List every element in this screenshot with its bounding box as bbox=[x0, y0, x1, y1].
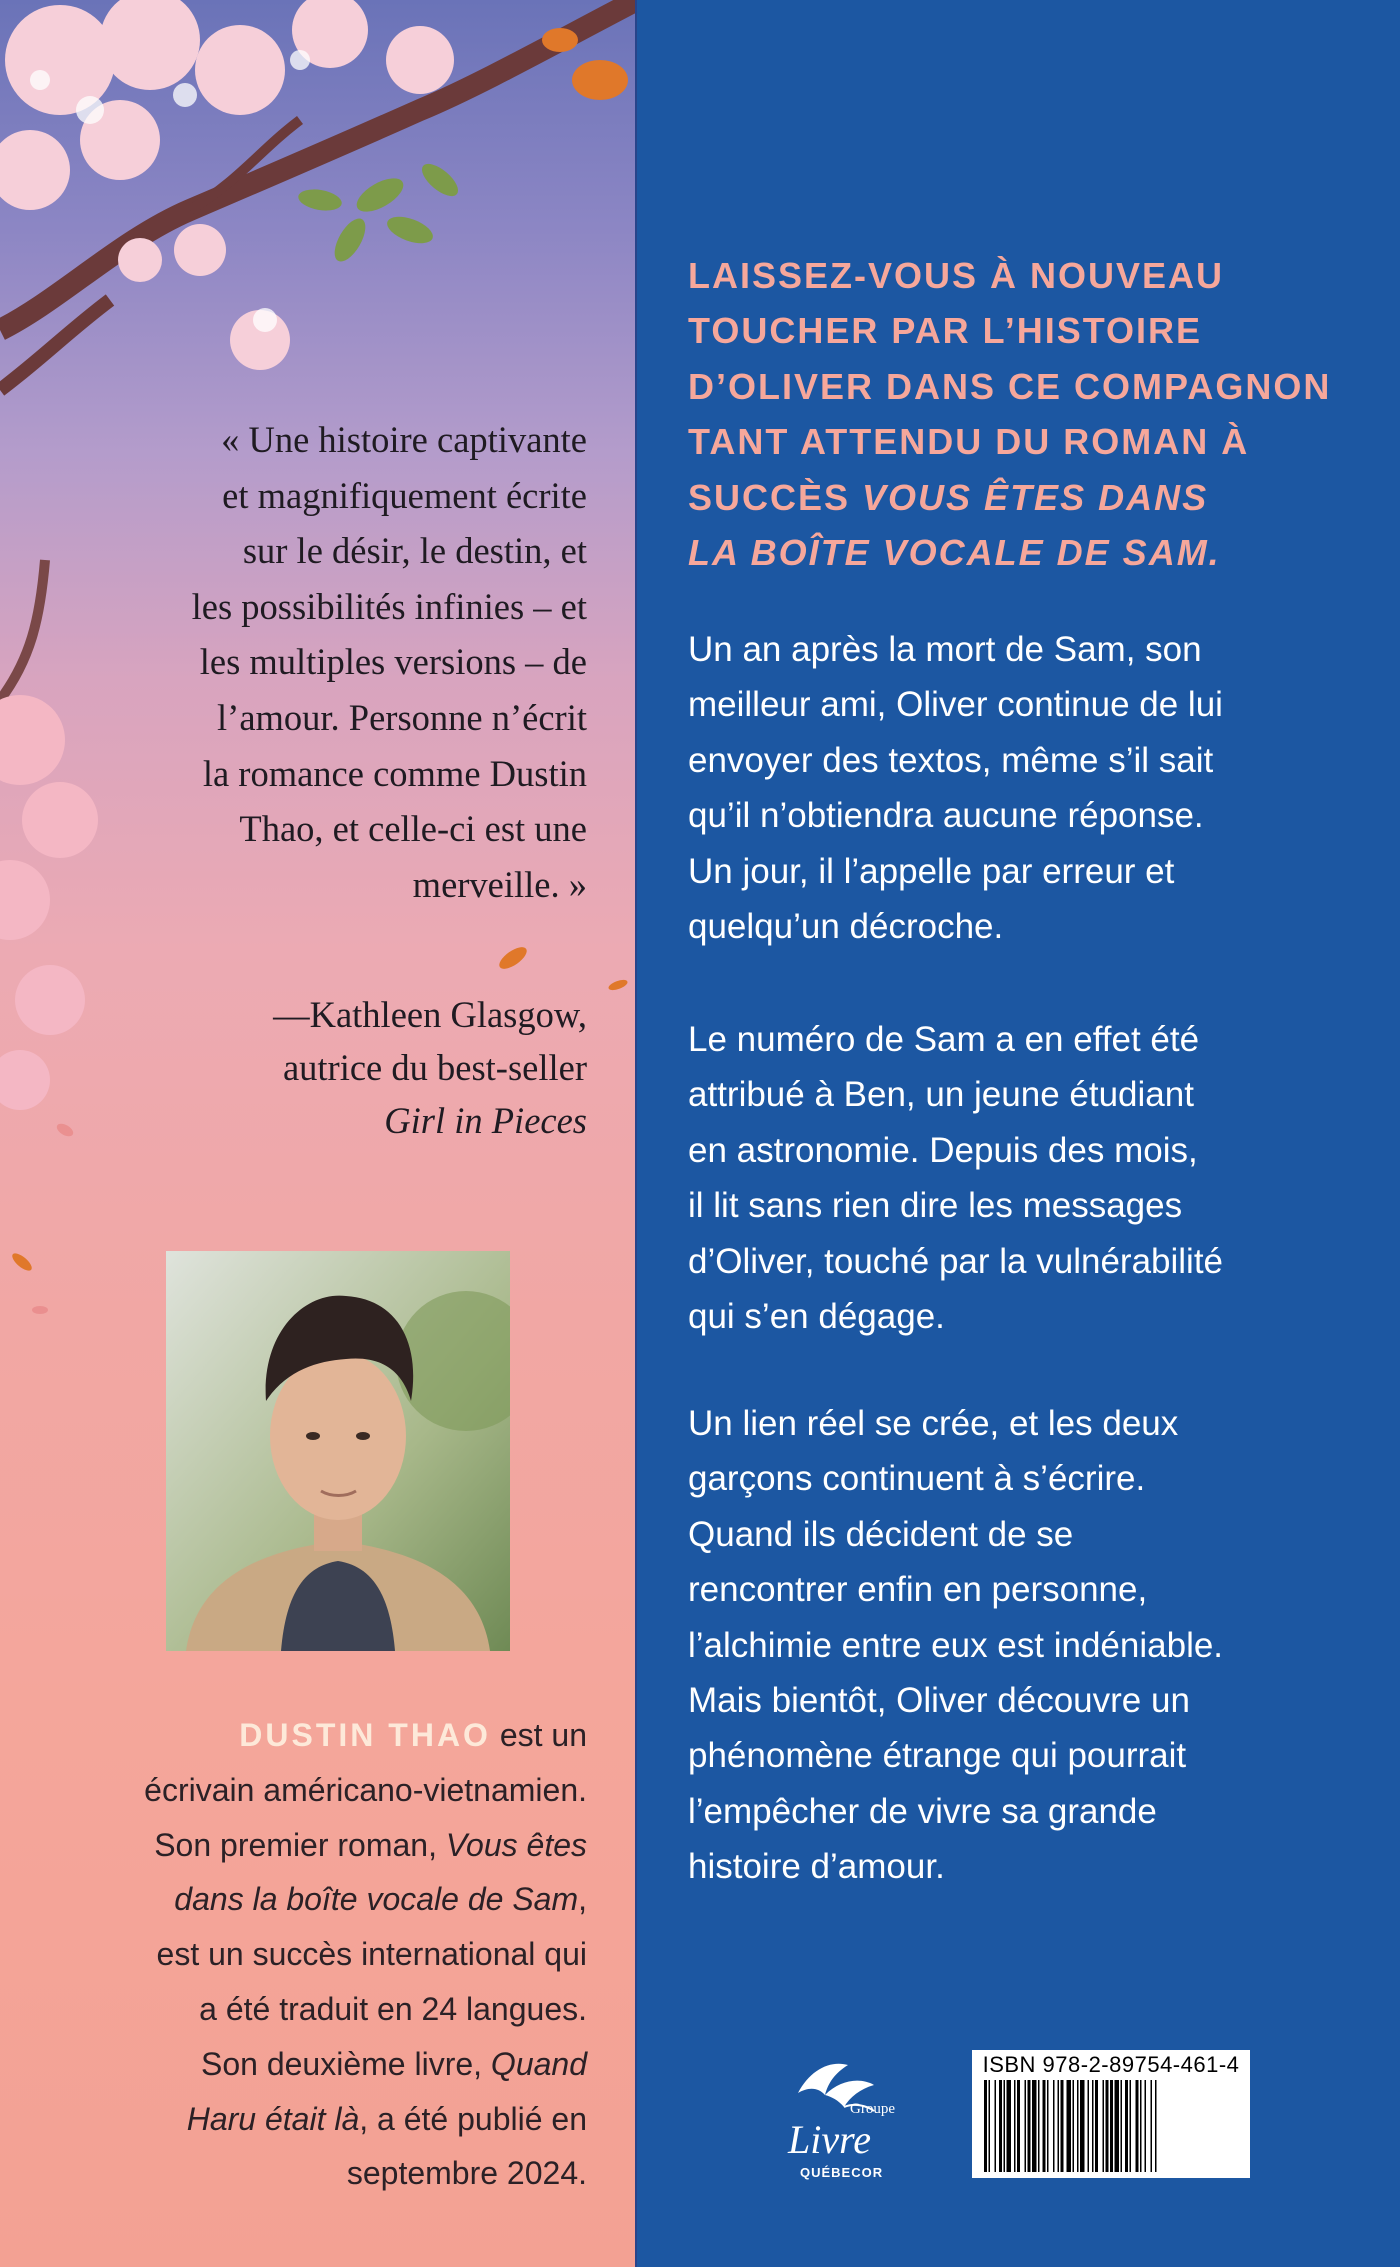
bio-line: écrivain américano-vietnamien. bbox=[144, 1771, 587, 1808]
headline-line: LA BOÎTE VOCALE DE SAM. bbox=[688, 532, 1221, 574]
summary-paragraph-1 bbox=[688, 622, 1328, 954]
publisher-bird-icon bbox=[770, 2045, 920, 2185]
bio-line: dans la boîte vocale de Sam, bbox=[174, 1881, 587, 1918]
publisher-line3: QUÉBECOR bbox=[800, 2165, 884, 2180]
quote-line: les multiples versions – de bbox=[199, 641, 587, 683]
publisher-line1: Groupe bbox=[850, 2101, 895, 2117]
quote-line: sur le désir, le destin, et bbox=[242, 530, 587, 572]
paragraph-line: en astronomie. Depuis des mois, bbox=[688, 1130, 1198, 1170]
author-name: DUSTIN THAO bbox=[239, 1717, 491, 1753]
quote-author-role: autrice du best-seller bbox=[282, 1047, 587, 1088]
headline-line: D’OLIVER DANS CE COMPAGNON bbox=[688, 365, 1332, 407]
author-photo bbox=[166, 1251, 510, 1651]
bio-line: est un succès international qui bbox=[156, 1936, 587, 1973]
headline-line: TANT ATTENDU DU ROMAN À bbox=[688, 421, 1250, 463]
quote-author: —Kathleen Glasgow, bbox=[273, 994, 587, 1035]
bio-line: septembre 2024. bbox=[346, 2155, 587, 2192]
paragraph-line: d’Oliver, touché par la vulnérabilité bbox=[688, 1241, 1224, 1281]
quote-line: Thao, et celle-ci est une bbox=[239, 808, 587, 850]
paragraph-line: Quand ils décident de se bbox=[688, 1514, 1074, 1554]
quote-line: merveille. » bbox=[412, 863, 587, 905]
barcode bbox=[972, 2050, 1250, 2178]
paragraph-line: attribué à Ben, un jeune étudiant bbox=[688, 1075, 1194, 1115]
illustration-panel bbox=[0, 0, 637, 2267]
bio-line: Son deuxième livre, Quand bbox=[201, 2045, 587, 2082]
quote-attribution bbox=[67, 988, 587, 1147]
headline-line: LAISSEZ-VOUS À NOUVEAU bbox=[688, 255, 1225, 296]
paragraph-line: qui s’en dégage. bbox=[688, 1297, 945, 1337]
paragraph-line: garçons continuent à s’écrire. bbox=[688, 1459, 1146, 1499]
paragraph-line: il lit sans rien dire les messages bbox=[688, 1186, 1183, 1226]
paragraph-line: Un jour, il l’appelle par erreur et bbox=[688, 851, 1175, 891]
barcode-bars bbox=[972, 2050, 1250, 2178]
bio-line: DUSTIN THAO est un bbox=[239, 1717, 587, 1753]
quote-line: l’amour. Personne n’écrit bbox=[217, 696, 587, 738]
headline bbox=[688, 248, 1348, 580]
bio-line: Son premier roman, Vous êtes bbox=[154, 1826, 587, 1863]
quote-line: et magnifiquement écrite bbox=[222, 474, 587, 516]
publisher-line2: Livre bbox=[788, 2117, 871, 2162]
quote-line: les possibilités infinies – et bbox=[191, 585, 587, 627]
headline-line: SUCCÈS VOUS ÊTES DANS bbox=[688, 476, 1209, 518]
author-bio bbox=[27, 1708, 587, 2201]
paragraph-line: quelqu’un décroche. bbox=[688, 907, 1004, 947]
paragraph-line: Un an après la mort de Sam, son bbox=[688, 630, 1202, 669]
bio-line: a été traduit en 24 langues. bbox=[199, 1990, 587, 2027]
quote-block bbox=[67, 412, 587, 912]
paragraph-line: Le numéro de Sam a en effet été bbox=[688, 1020, 1200, 1059]
summary-paragraph-3 bbox=[688, 1396, 1328, 1895]
paragraph-line: histoire d’amour. bbox=[688, 1847, 945, 1887]
paragraph-line: meilleur ami, Oliver continue de lui bbox=[688, 685, 1223, 725]
isbn-label: ISBN 978-2-89754-461-4 bbox=[982, 2052, 1240, 2077]
quote-line: la romance comme Dustin bbox=[202, 752, 587, 794]
headline-line: TOUCHER PAR L’HISTOIRE bbox=[688, 310, 1203, 352]
paragraph-line: l’alchimie entre eux est indéniable. bbox=[688, 1625, 1224, 1665]
publisher-logo bbox=[770, 2045, 920, 2185]
paragraph-line: phénomène étrange qui pourrait bbox=[688, 1736, 1187, 1776]
paragraph-line: l’empêcher de vivre sa grande bbox=[688, 1791, 1157, 1831]
bio-line: Haru était là, a été publié en bbox=[186, 2100, 587, 2137]
paragraph-line: envoyer des textos, même s’il sait bbox=[688, 740, 1214, 780]
paragraph-line: rencontrer enfin en personne, bbox=[688, 1570, 1148, 1610]
quote-book-title: Girl in Pieces bbox=[384, 1100, 587, 1141]
summary-paragraph-2 bbox=[688, 1012, 1328, 1344]
author-portrait-image bbox=[166, 1251, 510, 1651]
paragraph-line: qu’il n’obtiendra aucune réponse. bbox=[688, 796, 1204, 836]
paragraph-line: Un lien réel se crée, et les deux bbox=[688, 1404, 1179, 1443]
quote-line: « Une histoire captivante bbox=[221, 419, 587, 460]
paragraph-line: Mais bientôt, Oliver découvre un bbox=[688, 1681, 1190, 1721]
